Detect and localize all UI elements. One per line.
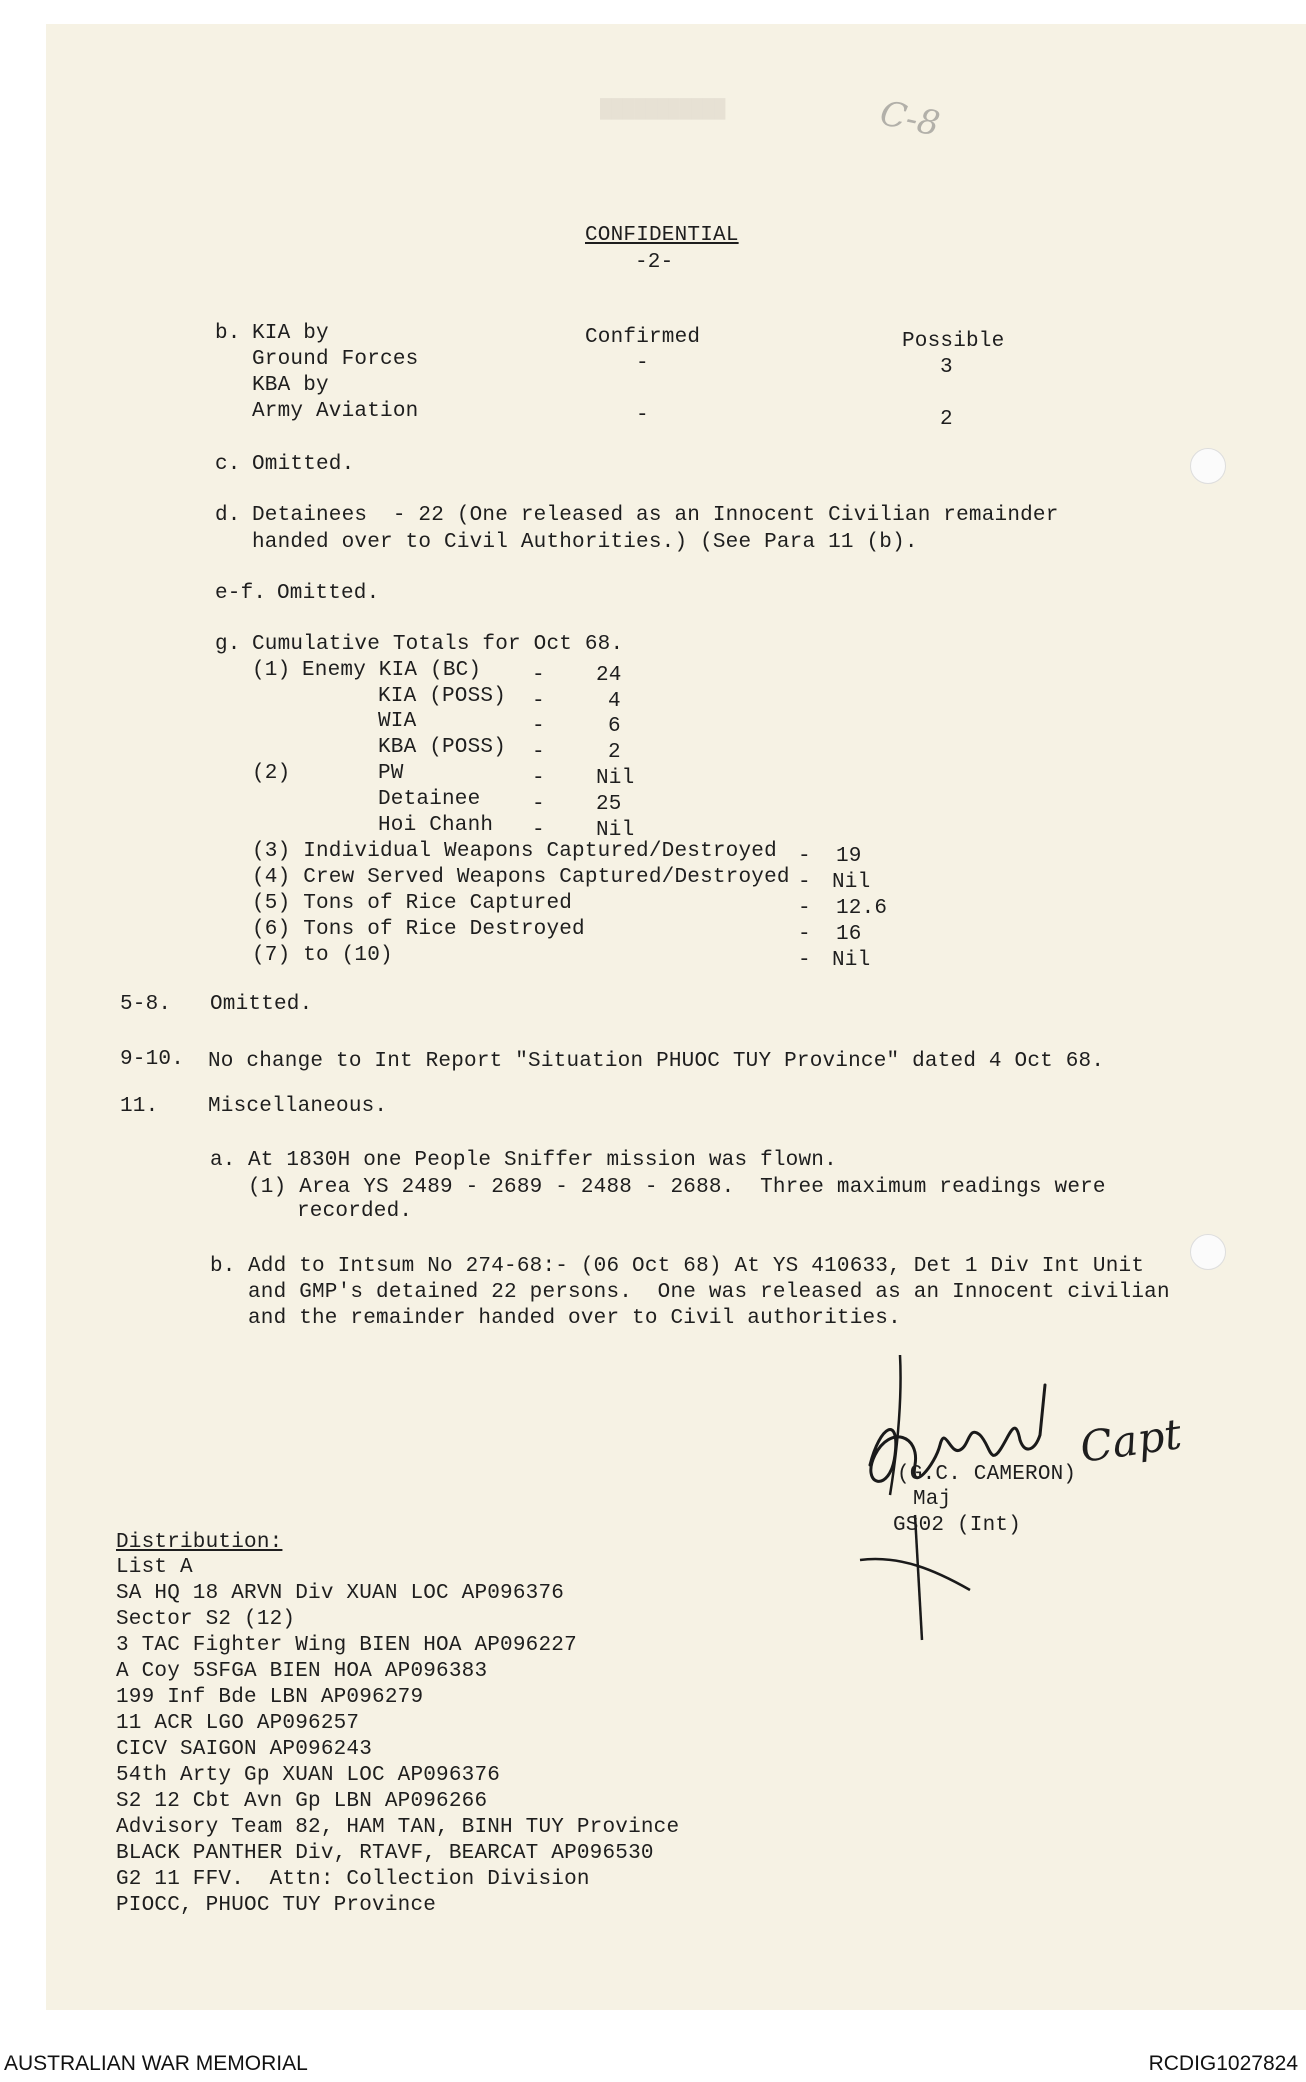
para-11a-label: a. [210,1149,236,1172]
kba-by: KBA by [252,374,329,397]
totals-num: (1) [252,659,291,682]
punch-hole [1190,448,1226,484]
para-4d-label: d. [215,504,241,527]
para-11a-line3: recorded. [297,1200,413,1223]
para-11b-line3: and the remainder handed over to Civil authorities. [248,1307,901,1330]
totals-list-item: (5) Tons of Rice Captured [252,892,573,915]
totals-dash: - [532,715,545,738]
para-4b-label: b. [215,322,241,345]
page-number: -2- [635,251,674,274]
totals-list-value: Nil [832,949,871,972]
signature-name: (G.C. CAMERON) [897,1463,1077,1486]
classification-heading: CONFIDENTIAL [585,224,739,247]
totals-list-dash: - [798,897,811,920]
punch-hole [1190,1234,1226,1270]
ground-forces-possible: 3 [940,356,953,379]
totals-dash: - [532,664,545,687]
totals-value: 2 [608,741,621,764]
totals-list-dash: - [798,923,811,946]
distribution-line: CICV SAIGON AP096243 [116,1738,373,1761]
cumulative-totals-title: Cumulative Totals for Oct 68. [252,633,624,656]
totals-value: 25 [596,793,622,816]
handwritten-signature [840,1355,1170,1645]
distribution-line: A Coy 5SFGA BIEN HOA AP096383 [116,1660,488,1683]
distribution-line: BLACK PANTHER Div, RTAVF, BEARCAT AP096530 [116,1842,654,1865]
para-4c-label: c. [215,453,241,476]
distribution-line: PIOCC, PHUOC TUY Province [116,1894,437,1917]
distribution-line: G2 11 FFV. Attn: Collection Division [116,1868,590,1891]
distribution-line: Advisory Team 82, HAM TAN, BINH TUY Province [116,1816,680,1839]
distribution-line: S2 12 Cbt Avn Gp LBN AP096266 [116,1790,488,1813]
para-4d-line2: handed over to Civil Authorities.) (See Para 11 (b). [252,531,918,554]
para-4c-text: Omitted. [252,453,355,476]
totals-dash: - [532,767,545,790]
army-aviation-possible: 2 [940,408,953,431]
totals-num: (2) [252,762,291,785]
col-confirmed: Confirmed [585,326,701,349]
para-4d-line1: Detainees - 22 (One released as an Innocent Civilian remainder [252,504,1059,527]
totals-value: Nil [596,819,635,842]
para-9-10-label: 9-10. [120,1048,185,1071]
totals-list-item: (4) Crew Served Weapons Captured/Destroyed [252,866,790,889]
distribution-line: 54th Arty Gp XUAN LOC AP096376 [116,1764,501,1787]
para-9-10-text: No change to Int Report "Situation PHUOC TUY Province" dated 4 Oct 68. [208,1050,1105,1073]
para-11a-line1: At 1830H one People Sniffer mission was flown. [248,1149,837,1172]
para-11-title: Miscellaneous. [208,1095,388,1118]
footer-record-id: RCDIG1027824 [1148,2052,1298,2075]
distribution-line: List A [116,1556,193,1579]
pencil-mark: C-8 [876,93,944,145]
distribution-line: 3 TAC Fighter Wing BIEN HOA AP096227 [116,1634,577,1657]
signature-appointment: GS02 (Int) [893,1514,1022,1537]
totals-dash: - [532,690,545,713]
totals-list-dash: - [798,871,811,894]
totals-item: KIA (POSS) [378,685,507,708]
distribution-line: 11 ACR LGO AP096257 [116,1712,360,1735]
bleed-through-text: ███████████ [600,98,726,120]
totals-dash: - [532,819,545,842]
totals-item: Enemy KIA (BC) [302,659,482,682]
totals-list-item: (3) Individual Weapons Captured/Destroyed [252,840,777,863]
totals-list-value: Nil [832,871,871,894]
totals-list-value: 19 [836,845,862,868]
distribution-line: Sector S2 (12) [116,1608,296,1631]
army-aviation: Army Aviation [252,400,419,423]
totals-list-value: 16 [836,923,862,946]
totals-value: Nil [596,767,635,790]
ground-forces-confirmed: - [636,352,649,375]
totals-list-dash: - [798,845,811,868]
distribution-line: SA HQ 18 ARVN Div XUAN LOC AP096376 [116,1582,565,1605]
para-11a-line2: (1) Area YS 2489 - 2689 - 2488 - 2688. Three maximum readings were [248,1176,1106,1199]
totals-item: WIA [378,710,417,733]
distribution-line: 199 Inf Bde LBN AP096279 [116,1686,424,1709]
para-4g-label: g. [215,633,241,656]
ground-forces: Ground Forces [252,348,419,371]
totals-item: KBA (POSS) [378,736,507,759]
totals-list-value: 12.6 [836,897,888,920]
distribution-title: Distribution: [116,1531,283,1554]
totals-list-item: (7) to (10) [252,944,393,967]
totals-dash: - [532,741,545,764]
para-11-label: 11. [120,1095,159,1118]
army-aviation-confirmed: - [636,404,649,427]
footer-archive-name: AUSTRALIAN WAR MEMORIAL [4,2052,308,2075]
para-5-8-text: Omitted. [210,993,313,1016]
para-11b-label: b. [210,1255,236,1278]
totals-item: PW [378,762,404,785]
para-5-8-label: 5-8. [120,993,172,1016]
col-possible: Possible [902,330,1005,353]
para-4ef-label: e-f. [215,582,267,605]
totals-list-dash: - [798,949,811,972]
totals-value: 6 [608,715,621,738]
totals-item: Hoi Chanh [378,814,494,837]
para-11b-line1: Add to Intsum No 274-68:- (06 Oct 68) At YS 410633, Det 1 Div Int Unit [248,1255,1145,1278]
para-4ef-text: Omitted. [277,582,380,605]
totals-item: Detainee [378,788,481,811]
totals-value: 4 [608,690,621,713]
totals-list-item: (6) Tons of Rice Destroyed [252,918,585,941]
signature-rank: Maj [913,1488,952,1511]
totals-value: 24 [596,664,622,687]
para-11b-line2: and GMP's detained 22 persons. One was released as an Innocent civilian [248,1281,1170,1304]
totals-dash: - [532,793,545,816]
kia-by: KIA by [252,322,329,345]
handwritten-rank: Capt [1077,1409,1185,1472]
